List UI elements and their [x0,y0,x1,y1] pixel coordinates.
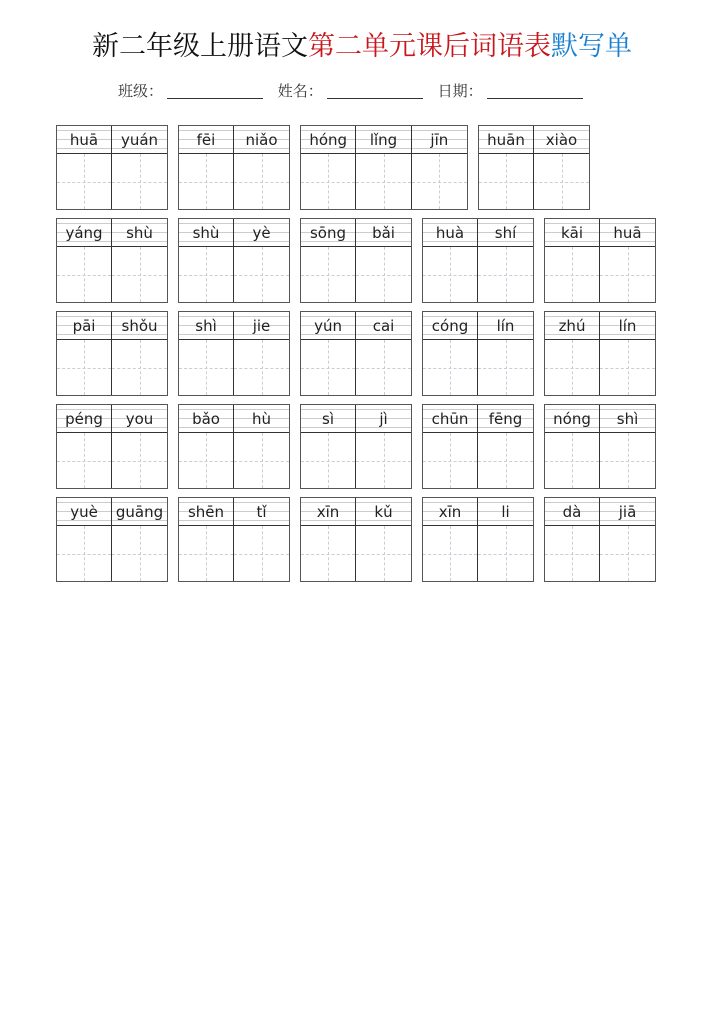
pinyin-label: bǎo [179,405,233,433]
pinyin-label: pāi [57,312,111,340]
writing-square[interactable] [112,433,167,488]
word-box [422,311,534,396]
word-box [56,125,168,210]
character-cell [57,219,112,302]
word-box [300,125,468,210]
writing-square[interactable] [356,526,411,581]
word-box [300,404,412,489]
writing-square[interactable] [179,340,233,395]
pinyin-label: jie [234,312,289,340]
character-cell [423,312,478,395]
pinyin-label: zhú [545,312,599,340]
pinyin-label: xiào [534,126,589,154]
word-box [178,497,290,582]
word-box [178,125,290,210]
pinyin-label: shí [478,219,533,247]
writing-square[interactable] [112,526,167,581]
writing-square[interactable] [301,340,355,395]
pinyin-label: shēn [179,498,233,526]
word-box [422,218,534,303]
pinyin-label: hù [234,405,289,433]
pinyin-label: shù [179,219,233,247]
character-cell [112,219,167,302]
writing-square[interactable] [301,433,355,488]
writing-square[interactable] [234,526,289,581]
writing-square[interactable] [545,340,599,395]
writing-square[interactable] [112,340,167,395]
character-cell [112,405,167,488]
pinyin-label: cai [356,312,411,340]
word-box [178,311,290,396]
writing-square[interactable] [478,526,533,581]
character-cell [545,405,600,488]
character-cell [301,126,356,209]
pinyin-label: shì [179,312,233,340]
character-cell [234,219,289,302]
character-cell [112,312,167,395]
page-title [0,24,724,63]
pinyin-label: huà [423,219,477,247]
pinyin-label: yuán [112,126,167,154]
character-cell [478,405,533,488]
class-field[interactable] [167,84,263,99]
pinyin-label: sōng [301,219,355,247]
character-cell [423,219,478,302]
character-cell [57,405,112,488]
writing-square[interactable] [600,433,655,488]
word-box [422,404,534,489]
character-cell [356,219,411,302]
character-cell [545,219,600,302]
character-cell [301,219,356,302]
word-box [56,497,168,582]
character-cell [356,126,411,209]
pinyin-label: chūn [423,405,477,433]
pinyin-label: huān [479,126,533,154]
writing-square[interactable] [423,247,477,302]
writing-square[interactable] [234,154,289,209]
character-cell [600,498,655,581]
character-cell [356,498,411,581]
pinyin-label: hóng [301,126,355,154]
pinyin-label: lín [600,312,655,340]
word-box [478,125,590,210]
writing-square[interactable] [423,340,477,395]
character-cell [234,405,289,488]
pinyin-label: nóng [545,405,599,433]
word-box [300,497,412,582]
character-cell [412,126,467,209]
writing-square[interactable] [179,526,233,581]
pinyin-label: you [112,405,167,433]
class-label: 班级： [118,82,164,100]
character-cell [234,498,289,581]
pinyin-label: niǎo [234,126,289,154]
writing-square[interactable] [57,433,111,488]
writing-square[interactable] [301,154,355,209]
name-label: 姓名： [277,82,323,100]
title-unit: 第二单元课后词语表 [308,31,551,62]
character-cell [301,312,356,395]
character-cell [356,405,411,488]
word-box [56,311,168,396]
writing-square[interactable] [356,154,410,209]
writing-square[interactable] [478,433,533,488]
character-cell [179,126,234,209]
pinyin-label: yuè [57,498,111,526]
pinyin-label: kāi [545,219,599,247]
pinyin-label: jiā [600,498,655,526]
word-box [544,404,656,489]
character-cell [356,312,411,395]
writing-square[interactable] [600,340,655,395]
writing-square[interactable] [57,340,111,395]
word-box [544,311,656,396]
pinyin-label: yáng [57,219,111,247]
writing-square[interactable] [112,247,167,302]
writing-square[interactable] [478,247,533,302]
character-cell [600,405,655,488]
character-cell [479,126,534,209]
writing-square[interactable] [112,154,167,209]
character-cell [600,312,655,395]
writing-square[interactable] [234,340,289,395]
character-cell [112,126,167,209]
writing-square[interactable] [356,340,411,395]
writing-square[interactable] [412,154,467,209]
pinyin-label: xīn [423,498,477,526]
pinyin-label: péng [57,405,111,433]
pinyin-label: bǎi [356,219,411,247]
pinyin-label: tǐ [234,498,289,526]
character-cell [478,498,533,581]
writing-square[interactable] [545,526,599,581]
writing-square[interactable] [534,154,589,209]
word-box [300,218,412,303]
title-grade: 新二年级上册语文 [92,31,308,62]
pinyin-label: dà [545,498,599,526]
writing-square[interactable] [545,247,599,302]
character-cell [179,219,234,302]
writing-square[interactable] [179,247,233,302]
pinyin-label: fēng [478,405,533,433]
date-field[interactable] [487,84,583,99]
pinyin-label: fēi [179,126,233,154]
character-cell [179,405,234,488]
writing-square[interactable] [179,433,233,488]
writing-square[interactable] [57,154,111,209]
writing-square[interactable] [479,154,533,209]
character-cell [600,219,655,302]
writing-square[interactable] [301,526,355,581]
writing-square[interactable] [301,247,355,302]
pinyin-label: li [478,498,533,526]
character-cell [478,312,533,395]
writing-square[interactable] [423,526,477,581]
character-cell [234,126,289,209]
writing-square[interactable] [600,247,655,302]
pinyin-label: shì [600,405,655,433]
writing-square[interactable] [179,154,233,209]
character-cell [179,498,234,581]
word-box [544,497,656,582]
pinyin-label: shù [112,219,167,247]
pinyin-label: lǐng [356,126,410,154]
writing-square[interactable] [234,433,289,488]
pinyin-label: huā [600,219,655,247]
character-cell [57,126,112,209]
character-cell [301,405,356,488]
character-cell [545,498,600,581]
character-cell [423,405,478,488]
word-box [544,218,656,303]
writing-square[interactable] [57,526,111,581]
writing-square[interactable] [545,433,599,488]
writing-square[interactable] [356,247,411,302]
character-cell [534,126,589,209]
pinyin-label: yún [301,312,355,340]
pinyin-label: lín [478,312,533,340]
student-info [118,80,593,101]
word-box [56,404,168,489]
pinyin-label: jīn [412,126,467,154]
writing-square[interactable] [234,247,289,302]
character-cell [301,498,356,581]
pinyin-label: kǔ [356,498,411,526]
writing-square[interactable] [57,247,111,302]
character-cell [423,498,478,581]
pinyin-label: huā [57,126,111,154]
date-label: 日期： [437,82,483,100]
pinyin-label: sì [301,405,355,433]
word-box [178,404,290,489]
character-cell [234,312,289,395]
word-box [422,497,534,582]
pinyin-label: jì [356,405,411,433]
writing-square[interactable] [600,526,655,581]
writing-square[interactable] [356,433,411,488]
character-cell [545,312,600,395]
title-dictation: 默写单 [551,31,632,62]
pinyin-label: cóng [423,312,477,340]
word-box [56,218,168,303]
character-cell [57,498,112,581]
writing-square[interactable] [423,433,477,488]
character-cell [478,219,533,302]
pinyin-label: guāng [112,498,167,526]
pinyin-label: xīn [301,498,355,526]
name-field[interactable] [327,84,423,99]
word-box [178,218,290,303]
pinyin-label: shǒu [112,312,167,340]
character-cell [179,312,234,395]
pinyin-label: yè [234,219,289,247]
character-cell [57,312,112,395]
character-cell [112,498,167,581]
word-box [300,311,412,396]
writing-square[interactable] [478,340,533,395]
